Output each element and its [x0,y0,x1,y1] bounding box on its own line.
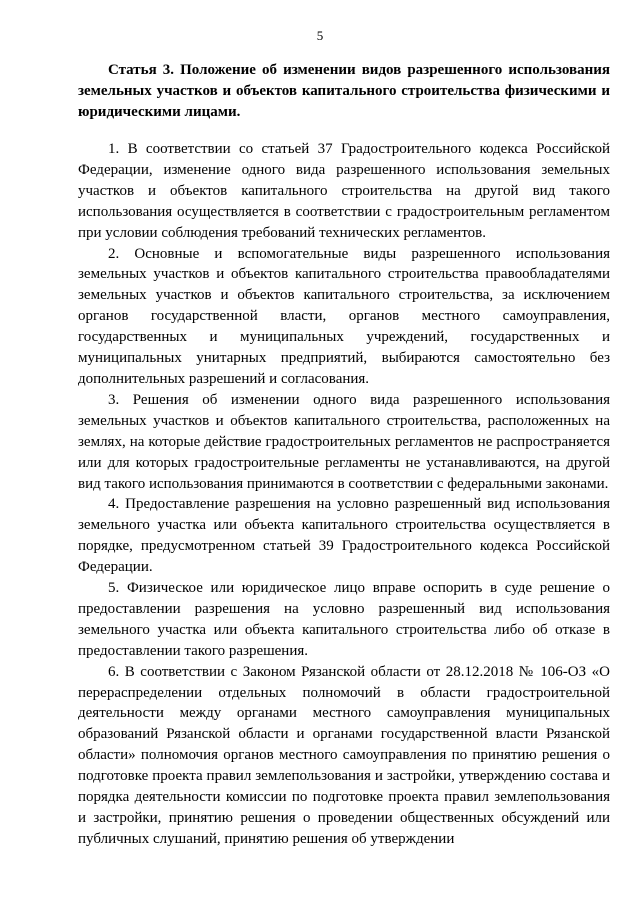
page-number: 5 [316,28,324,43]
paragraph-3: 3. Решения об изменении одного вида разрешенного использования земельных участков и объектов капитального строительства, расположенных на землях, на которые действие градостроительных регламентов не распространяется или для которых градостроительные регламенты не устанавливаются, на другой вид такого использования принимаются в соответствии с федеральными законами. [78,391,610,492]
paragraph-4: 4. Предоставление разрешения на условно разрешенный вид использования земельного участка или объекта капитального строительства осуществляется в порядке, предусмотренном статьей 39 Градостроительного кодекса Российской Федерации. [78,496,610,576]
paragraph-5: 5. Физическое или юридическое лицо вправе оспорить в суде решение о предоставлении разрешения на условно разрешенный вид использования земельного участка или объекта капитального строительства либо об отказе в предоставлении такого разрешения. [78,580,610,659]
paragraph-2: 2. Основные и вспомогательные виды разрешенного использования земельных участков и объектов капитального строительства правообладателями земельных участков и объектов капитального строительства, за исключением органов государственной власти, органов местного самоуправления, государственных и муниципальных учреждений, государственных и муниципальных унитарных предприятий, выбираются самостоятельно без дополнительных разрешений и согласования. [78,245,610,387]
paragraph-6: 6. В соответствии с Законом Рязанской области от 28.12.2018 № 106-ОЗ «О перераспределении отдельных полномочий в области градостроительной деятельности между органами местного самоуправления муниципальных образований Рязанской области и органами государственной власти Рязанской области» полномочия органов местного самоуправления по принятию решения о подготовке проекта правил землепользования и застройки, утверждению состава и порядка деятельности комиссии по подготовке проекта правил землепользования и застройки, принятию решения о проведении общественных обсуждений или публичных слушаний, принятию решения об утверждении [78,663,610,847]
article-heading: Статья 3. Положение об изменении видов разрешенного использования земельных участков и объектов капитального строительства физическими и юридическими лицами. [78,62,610,120]
paragraph-1: 1. В соответствии со статьей 37 Градостроительного кодекса Российской Федерации, изменение одного вида разрешенного использования земельных участков и объектов капитального строительства на другой вид такого использования осуществляется в соответствии с градостроительным регламентом при условии соблюдения требований технических регламентов. [78,141,610,241]
article-body [78,139,610,850]
